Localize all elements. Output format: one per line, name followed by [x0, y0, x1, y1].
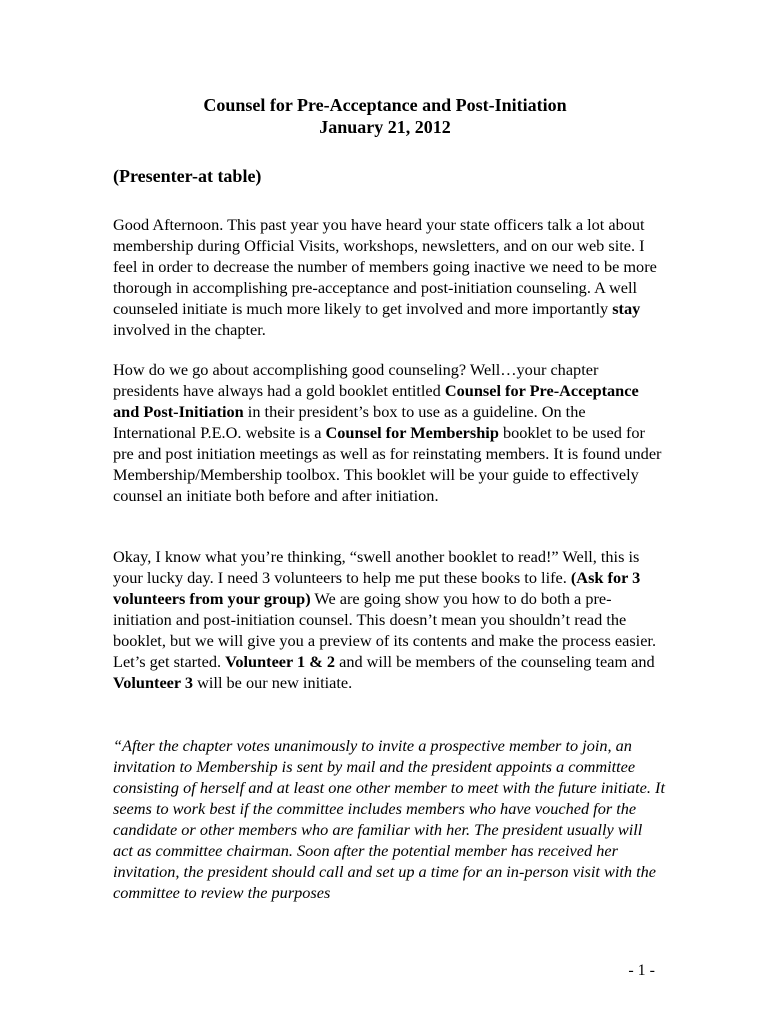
quoted-passage: “After the chapter votes unanimously to invite a prospective member to join, an invitation to Membership is sent by mail and the president appoints a committee consisting of herself and at least one other member to meet with the future initiate. It seems to work best if the committee includes members who have vouched for the candidate or other members who are familiar with her. The president usually will act as committee chairman. Soon after the potential member has received her invitation, the president should call and set up a time for an in-person visit with the committee to review the purposes	[113, 736, 665, 902]
paragraph-counseling-bold-booklet-title: Counsel for Pre-Acceptance and Post-Initiation	[113, 381, 639, 421]
paragraph-counseling-text-2: in their president’s box to use as a guideline. On the International P.E.O. website is a	[113, 402, 586, 442]
paragraph-intro-text-2: involved in the chapter.	[113, 320, 266, 339]
paragraph-volunteers-bold-volunteer-3: Volunteer 3	[113, 673, 194, 692]
paragraph-intro-text-1: Good Afternoon. This past year you have heard your state officers talk a lot about membership during Official Visits, workshops, newsletters, and on our web site. I feel in order to decrease the number of members going inactive we need to be more thorough in accomplishing pre-acceptance and post-initiation counseling. A well counseled initiate is much more likely to get involved and more importantly	[113, 215, 657, 318]
paragraph-counseling	[113, 359, 663, 506]
page-number: - 1 -	[628, 962, 655, 979]
paragraph-counseling-text-3: booklet to be used for pre and post initiation meetings as well as for reinstating members. It is found under Membership/Membership toolbox. This booklet will be your guide to effectively counsel an initiate both before and after initiation.	[113, 423, 662, 505]
paragraph-counseling-bold-membership: Counsel for Membership	[325, 423, 499, 442]
paragraph-volunteers-text-4: will be our new initiate.	[193, 673, 353, 692]
section-heading: (Presenter-at table)	[113, 166, 262, 186]
document-date: January 21, 2012	[319, 117, 451, 137]
paragraph-volunteers-text-3: and will be members of the counseling team and	[335, 652, 655, 671]
paragraph-volunteers-bold-volunteer-1-2: Volunteer 1 & 2	[225, 652, 336, 671]
paragraph-intro-bold-stay: stay	[612, 299, 641, 318]
paragraph-counseling-text-1: How do we go about accomplishing good counseling? Well…your chapter presidents have always had a gold booklet entitled	[113, 360, 599, 400]
paragraph-volunteers-text-1: Okay, I know what you’re thinking, “swell another booklet to read!” Well, this is your lucky day. I need 3 volunteers to help me put these books to life.	[113, 547, 640, 587]
paragraph-volunteers-text-2: We are going show you how to do both a pre-initiation and post-initiation counsel. This doesn’t mean you shouldn’t read the booklet, but we will give you a preview of its contents and make the process easier. Let’s get started.	[113, 589, 657, 671]
paragraph-volunteers-bold-ask: (Ask for 3 volunteers from your group)	[113, 568, 641, 608]
paragraph-volunteers	[113, 546, 663, 693]
document-title-block	[0, 94, 770, 138]
document-title: Counsel for Pre-Acceptance and Post-Initiation	[203, 95, 567, 115]
paragraph-intro	[113, 214, 663, 340]
